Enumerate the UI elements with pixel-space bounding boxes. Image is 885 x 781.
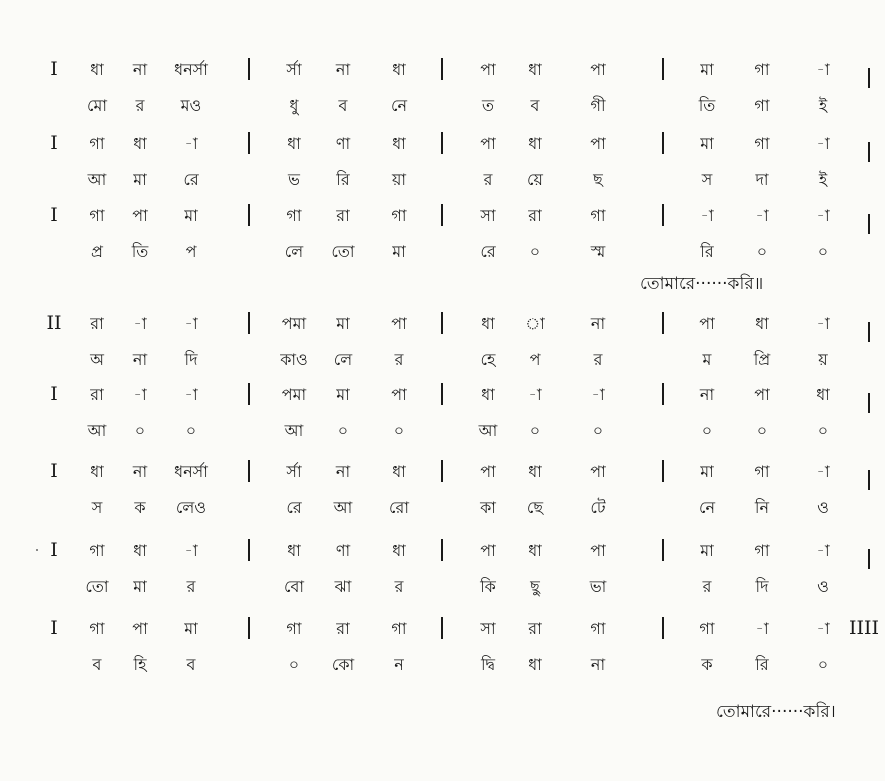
swara-note: -া	[528, 385, 542, 404]
swara-note: গা	[89, 619, 105, 638]
lyric-syllable: আ	[333, 498, 353, 517]
lyric-syllable: ০	[701, 421, 713, 440]
swara-note: গা	[89, 541, 105, 560]
swara-note: মা	[336, 385, 350, 404]
lyric-syllable: হে	[480, 350, 496, 369]
lyric-syllable: ০	[817, 242, 829, 261]
swara-note: পা	[132, 619, 148, 638]
lyric-syllable: না	[590, 655, 606, 674]
swara-note: পা	[480, 462, 496, 481]
lyric-syllable: কো	[331, 655, 355, 674]
measure-bar	[662, 58, 664, 80]
swara-note: রা	[528, 206, 542, 225]
swara-note: রা	[90, 314, 104, 333]
lyric-syllable: ক	[134, 498, 146, 517]
lyric-syllable: গা	[754, 96, 770, 115]
swara-note: -া	[184, 134, 198, 153]
lyric-syllable: ম	[702, 350, 712, 369]
measure-bar	[248, 132, 250, 154]
measure-bar	[248, 383, 250, 405]
swara-note: ধা	[133, 541, 147, 560]
measure-bar	[441, 204, 443, 226]
lyric-syllable: ও	[817, 577, 829, 596]
lyric-syllable: স্ম	[590, 242, 606, 261]
swara-note: -া	[816, 541, 830, 560]
lyric-syllable: টে	[590, 498, 606, 517]
lyric-syllable: ন	[394, 655, 404, 674]
lyric-syllable: ত	[481, 96, 495, 115]
lyric-syllable: আ	[284, 421, 304, 440]
swara-note: পা	[590, 60, 606, 79]
lyric-syllable: র	[394, 577, 404, 596]
swara-note: ধা	[528, 60, 542, 79]
lyric-syllable: মা	[133, 577, 147, 596]
lyric-syllable: ব	[92, 655, 102, 674]
swara-note: ধা	[481, 385, 495, 404]
lyric-syllable: মো	[86, 96, 108, 115]
lyric-syllable: য়	[818, 350, 828, 369]
swara-note: রা	[528, 619, 542, 638]
swara-note: ধা	[392, 462, 406, 481]
swara-note: -া	[591, 385, 605, 404]
line-start-mark: I	[50, 132, 58, 154]
lyric-syllable: না	[132, 350, 148, 369]
lyric-syllable: ০	[337, 421, 349, 440]
lyric-syllable: দ্বি	[480, 655, 496, 674]
swara-note: ধা	[287, 541, 301, 560]
measure-bar	[441, 58, 443, 80]
lyric-syllable: তো	[85, 577, 109, 596]
swara-note: গা	[590, 206, 606, 225]
line-end-bar	[868, 322, 870, 342]
lyric-syllable: ০	[185, 421, 197, 440]
lyric-syllable: প	[185, 242, 197, 261]
lyric-syllable: ০	[817, 421, 829, 440]
swara-note: -া	[184, 314, 198, 333]
swara-note: না	[335, 60, 351, 79]
refrain-text-2: তোমারে······করি।	[716, 702, 836, 722]
swara-note: -া	[133, 314, 147, 333]
lyric-syllable: আ	[87, 421, 107, 440]
measure-bar	[248, 58, 250, 80]
swara-note: ণা	[335, 134, 351, 153]
measure-bar	[662, 204, 664, 226]
line-start-mark: I	[50, 58, 58, 80]
swara-note: সা	[480, 206, 496, 225]
swara-note: ধনর্সা	[174, 60, 208, 79]
lyric-syllable: ০	[529, 242, 541, 261]
swara-note: -া	[816, 619, 830, 638]
lyric-syllable: নি	[754, 498, 770, 517]
swara-note: ধা	[392, 134, 406, 153]
measure-bar	[248, 460, 250, 482]
lyric-syllable: ০	[756, 421, 768, 440]
lyric-syllable: ছু	[530, 577, 540, 596]
swara-note: পা	[590, 541, 606, 560]
lyric-syllable: র	[593, 350, 603, 369]
swara-note: ণা	[335, 541, 351, 560]
lyric-syllable: আ	[478, 421, 498, 440]
lyric-syllable: স	[91, 498, 103, 517]
line-end-bar	[868, 142, 870, 162]
lyric-syllable: লেও	[175, 498, 207, 517]
swara-note: মা	[184, 619, 198, 638]
swara-note: গা	[89, 134, 105, 153]
swara-note: ধা	[481, 314, 495, 333]
swara-note: গা	[754, 541, 770, 560]
swara-note: পা	[590, 134, 606, 153]
refrain-text-1: তোমারে······করি॥	[640, 274, 764, 294]
swara-note: -া	[816, 314, 830, 333]
swara-note: গা	[391, 206, 407, 225]
swara-note: মা	[184, 206, 198, 225]
measure-bar	[662, 383, 664, 405]
swara-note: পা	[132, 206, 148, 225]
swara-note: পা	[590, 462, 606, 481]
lyric-syllable: লে	[284, 242, 304, 261]
swara-note: -া	[816, 134, 830, 153]
lyric-syllable: ব	[530, 96, 540, 115]
swara-note: মা	[336, 314, 350, 333]
swara-note: গা	[754, 462, 770, 481]
lyric-syllable: মা	[392, 242, 406, 261]
swara-note: র্সা	[286, 60, 302, 79]
swara-note: না	[132, 60, 148, 79]
measure-bar	[441, 539, 443, 561]
lyric-syllable: গী	[590, 96, 606, 115]
swara-note: ধা	[528, 462, 542, 481]
lyric-syllable: মা	[133, 170, 147, 189]
measure-bar	[662, 132, 664, 154]
swara-note: ধা	[133, 134, 147, 153]
swara-note: ধা	[755, 314, 769, 333]
lyric-syllable: ছে	[526, 498, 544, 517]
lyric-syllable: য়ে	[527, 170, 543, 189]
lyric-syllable: দি	[755, 577, 769, 596]
swara-note: -া	[755, 206, 769, 225]
swara-note: ধা	[392, 60, 406, 79]
swara-note: -া	[816, 206, 830, 225]
line-end-bar	[868, 214, 870, 234]
lyric-syllable: ভা	[589, 577, 607, 596]
lyric-syllable: হি	[133, 655, 147, 674]
lyric-syllable: নে	[390, 96, 408, 115]
swara-note: পা	[480, 134, 496, 153]
lyric-syllable: ভ	[288, 170, 300, 189]
line-start-mark: I	[50, 539, 58, 561]
line-end-bar	[868, 549, 870, 569]
measure-bar	[662, 539, 664, 561]
swara-note: রা	[336, 206, 350, 225]
measure-bar	[662, 460, 664, 482]
line-start-mark: I	[50, 617, 58, 639]
measure-bar	[441, 617, 443, 639]
measure-bar	[662, 617, 664, 639]
lyric-syllable: ছ	[593, 170, 603, 189]
lyric-syllable: আ	[87, 170, 107, 189]
lyric-syllable: কি	[480, 577, 496, 596]
swara-note: পা	[699, 314, 715, 333]
final-end-mark: IIII	[848, 617, 880, 639]
line-start-mark: I	[50, 460, 58, 482]
swara-note: মা	[700, 60, 714, 79]
swara-note: -া	[816, 462, 830, 481]
lyric-syllable: য়া	[391, 170, 407, 189]
swara-note: র্সা	[286, 462, 302, 481]
swara-note: ধা	[392, 541, 406, 560]
swara-note: পা	[391, 385, 407, 404]
lyric-syllable: র	[394, 350, 404, 369]
swara-note: না	[132, 462, 148, 481]
lyric-syllable: ০	[529, 421, 541, 440]
line-end-bar	[868, 68, 870, 88]
swara-note: না	[590, 314, 606, 333]
lyric-syllable: ০	[817, 655, 829, 674]
lyric-syllable: রে	[480, 242, 496, 261]
lyric-syllable: ০	[134, 421, 146, 440]
swara-note: পা	[391, 314, 407, 333]
measure-bar	[441, 460, 443, 482]
swara-note: না	[699, 385, 715, 404]
lyric-syllable: র	[702, 577, 712, 596]
lyric-syllable: ০	[288, 655, 300, 674]
swara-note: পা	[480, 60, 496, 79]
lyric-syllable: প্রি	[753, 350, 771, 369]
swara-note: -া	[816, 60, 830, 79]
line-end-bar	[868, 470, 870, 490]
swara-note: গা	[391, 619, 407, 638]
lyric-syllable: প	[529, 350, 541, 369]
lyric-syllable: বো	[283, 577, 305, 596]
swara-note: মা	[700, 462, 714, 481]
lyric-syllable: ক	[701, 655, 713, 674]
lyric-syllable: রো	[389, 498, 409, 517]
lyric-syllable: তো	[331, 242, 355, 261]
swara-note: গা	[754, 60, 770, 79]
swara-note: গা	[286, 619, 302, 638]
swara-note: ধা	[90, 60, 104, 79]
swara-note: -া	[755, 619, 769, 638]
swara-note: গা	[286, 206, 302, 225]
lyric-syllable: র	[135, 96, 145, 115]
measure-bar	[248, 617, 250, 639]
lyric-syllable: ধা	[528, 655, 542, 674]
swara-note: গা	[699, 619, 715, 638]
swara-note: পা	[754, 385, 770, 404]
lyric-syllable: দি	[184, 350, 198, 369]
swara-note: সা	[480, 619, 496, 638]
swara-note: রা	[336, 619, 350, 638]
line-end-bar	[868, 393, 870, 413]
lyric-syllable: কা	[480, 498, 496, 517]
lyric-syllable: মও	[180, 96, 202, 115]
lyric-syllable: ব	[338, 96, 348, 115]
swara-note: পা	[480, 541, 496, 560]
lyric-syllable: রে	[286, 498, 302, 517]
swara-note: গা	[754, 134, 770, 153]
lyric-syllable: রি	[336, 170, 350, 189]
stray-mark	[36, 549, 38, 551]
swara-note: পমা	[281, 314, 307, 333]
lyric-syllable: ই	[818, 170, 828, 189]
lyric-syllable: রে	[183, 170, 199, 189]
line-start-mark: II	[46, 312, 62, 334]
swara-note: -া	[133, 385, 147, 404]
lyric-syllable: ঝা	[334, 577, 352, 596]
lyric-syllable: তি	[698, 96, 716, 115]
lyric-syllable: দা	[755, 170, 769, 189]
lyric-syllable: অ	[90, 350, 104, 369]
lyric-syllable: প্র	[91, 242, 103, 261]
lyric-syllable: তি	[131, 242, 149, 261]
lyric-syllable: স	[701, 170, 713, 189]
swara-note: -া	[184, 385, 198, 404]
lyric-syllable: ০	[756, 242, 768, 261]
swara-note: গা	[89, 206, 105, 225]
lyric-syllable: ০	[592, 421, 604, 440]
swara-note: পমা	[281, 385, 307, 404]
swara-note: ধা	[816, 385, 830, 404]
measure-bar	[248, 312, 250, 334]
lyric-syllable: র	[483, 170, 493, 189]
measure-bar	[441, 383, 443, 405]
lyric-syllable: ই	[818, 96, 828, 115]
swara-note: ধনর্সা	[174, 462, 208, 481]
lyric-syllable: রি	[700, 242, 714, 261]
swara-note: ধা	[528, 134, 542, 153]
swara-note: না	[335, 462, 351, 481]
swara-note: গা	[590, 619, 606, 638]
measure-bar	[441, 132, 443, 154]
measure-bar	[441, 312, 443, 334]
swara-note: -া	[184, 541, 198, 560]
line-start-mark: I	[50, 204, 58, 226]
measure-bar	[248, 204, 250, 226]
lyric-syllable: রি	[755, 655, 769, 674]
lyric-syllable: র	[186, 577, 196, 596]
lyric-syllable: লে	[333, 350, 353, 369]
lyric-syllable: ও	[817, 498, 829, 517]
swara-note: ধা	[528, 541, 542, 560]
lyric-syllable: কাও	[280, 350, 308, 369]
measure-bar	[662, 312, 664, 334]
lyric-syllable: ব	[186, 655, 196, 674]
line-start-mark: I	[50, 383, 58, 405]
lyric-syllable: নে	[698, 498, 716, 517]
lyric-syllable: ধু	[289, 96, 299, 115]
swara-note: মা	[700, 134, 714, 153]
swara-note: ধা	[90, 462, 104, 481]
measure-bar	[248, 539, 250, 561]
swara-note: া	[525, 314, 545, 333]
lyric-syllable: ০	[393, 421, 405, 440]
swara-note: রা	[90, 385, 104, 404]
swara-note: -া	[700, 206, 714, 225]
swara-note: মা	[700, 541, 714, 560]
swara-note: ধা	[287, 134, 301, 153]
